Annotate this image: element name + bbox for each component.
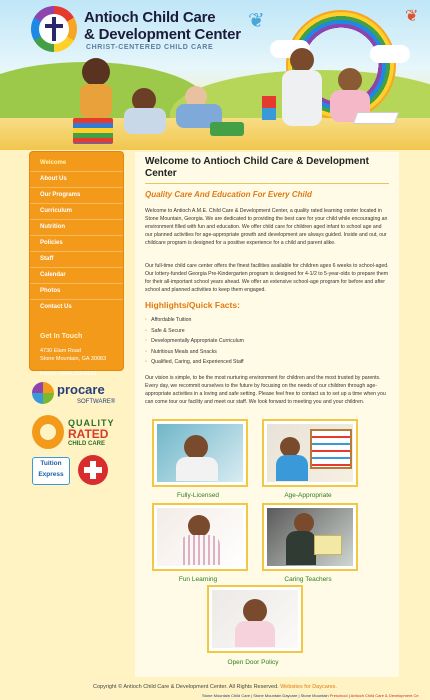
nav-item-calendar[interactable]: Calendar <box>30 268 123 284</box>
footer-link-stone-mountain[interactable]: Stone Mountain <box>300 693 329 698</box>
nav-item-contact-us[interactable]: Contact Us <box>40 304 72 310</box>
nav-item-nutrition[interactable]: Nutrition <box>30 220 123 236</box>
child-figure <box>80 84 112 118</box>
photo-caption: Fully-Licensed <box>177 492 219 499</box>
vision-paragraph: Our vision is simple, to be the most nurturing environment for children and the most trusted by parents. Every day, we recommit ourselves to the future by focusing on the needs of our children through age-appropriate activities in a loving and safe setting. Please feel free to contact us to set up a time when you can come tour our facility and meet our staff. We look forward to meeting you and your children. <box>145 375 386 405</box>
procare-badge[interactable] <box>32 380 127 410</box>
quality-rated-q-inner <box>40 424 56 440</box>
list-item: ◦ Qualified, Caring, and Experienced Staff <box>145 357 385 368</box>
child-figure <box>124 108 166 134</box>
tuition-express-line1: Tuition <box>40 460 62 467</box>
page-title: Welcome to Antioch Child Care & Development Center <box>145 156 369 179</box>
highlights-list <box>145 315 385 368</box>
child-figure <box>290 48 314 72</box>
child-figure <box>338 68 362 92</box>
highlights-heading: Highlights/Quick Facts: <box>145 300 240 310</box>
header-banner <box>0 0 430 150</box>
nav-item-welcome[interactable]: Welcome <box>30 156 123 172</box>
quality-rated-line1: QUALITY <box>68 418 115 428</box>
nav-item-our-programs[interactable]: Our Programs <box>30 188 123 204</box>
programs-paragraph: Our full-time child care center offers the finest facilities available for children ages 6 weeks to school-aged. Our lottery-funded Georgia Pre-Kindergarten program is designed for 4-1/2 to 5-year-olds to prepare them for their all-important school years ahead. We offer an extensive school-age program for before and after school and planned activities to keep them engaged. <box>145 263 389 293</box>
address-line1: 4730 Elam Road <box>40 348 81 354</box>
toy-blocks <box>262 96 276 120</box>
child-figure <box>82 58 110 86</box>
procare-wordmark: procare <box>57 382 105 397</box>
nav-item-photos[interactable]: Photos <box>30 284 123 300</box>
butterfly-icon: ❦ <box>405 8 419 25</box>
sidebar-nav <box>30 152 123 377</box>
photo-caption: Fun Learning <box>178 576 218 583</box>
child-face <box>188 515 210 537</box>
photo-fun-learning[interactable] <box>152 503 248 571</box>
nav-item-policies[interactable]: Policies <box>30 236 123 252</box>
photo-age-appropriate[interactable] <box>262 419 358 487</box>
quality-rated-badge[interactable] <box>32 415 132 455</box>
procare-subtitle: SOFTWARE® <box>77 399 116 405</box>
photo-open-door-policy[interactable] <box>207 585 303 653</box>
open-book <box>353 112 399 124</box>
page-subtitle: Quality Care And Education For Every Child <box>145 190 312 199</box>
photo-caption: Caring Teachers <box>284 576 332 583</box>
quality-rated-line3: CHILD CARE <box>68 441 105 447</box>
phone-number[interactable]: Phone: (404) 299-5521 <box>40 371 97 377</box>
nav-item-about-us[interactable]: About Us <box>30 172 123 188</box>
child-body <box>235 621 275 647</box>
teacher-face <box>294 513 314 533</box>
butterfly-icon: ❦ <box>248 10 265 32</box>
red-cross-icon <box>84 467 102 473</box>
child-face <box>243 599 267 623</box>
cloud-right <box>370 45 410 63</box>
nav-item-curriculum[interactable]: Curriculum <box>30 204 123 220</box>
child-body <box>180 535 220 565</box>
photo-caption: Age-Appropriate <box>284 492 332 499</box>
tuition-express-line2: Express <box>38 471 64 478</box>
child-face <box>280 437 300 457</box>
footer-link-daycare[interactable]: Stone Mountain Daycare <box>253 693 298 698</box>
footer-link-antioch[interactable]: Antioch Child Care & Development Ce <box>350 693 419 698</box>
nav-item-staff[interactable]: Staff <box>30 252 123 268</box>
copyright-statement: Copyright © Antioch Child Care & Development Center. All Rights Reserved. <box>93 684 279 690</box>
quality-rated-line2: RATED <box>68 427 109 441</box>
websites-for-daycares-link[interactable]: Websites for Daycares. <box>280 684 337 690</box>
footer-links: Stone Mountain Child Care | Stone Mountain Daycare | Stone Mountain Preschool | Antioch Child Care & Development Ce <box>202 693 419 698</box>
child-body <box>176 457 218 481</box>
photo-caring-teachers[interactable] <box>262 503 358 571</box>
cpr-first-aid-badge[interactable] <box>78 455 108 485</box>
open-book <box>314 535 342 555</box>
child-body <box>276 455 308 481</box>
copyright-text <box>0 684 430 690</box>
brand-title-line2[interactable]: & Development Center <box>84 26 241 43</box>
contact-heading: Get In Touch <box>40 333 83 340</box>
toy-truck <box>210 122 244 136</box>
child-face <box>184 435 208 459</box>
list-item: ◦ Developmentally Appropriate Curriculum <box>145 336 385 347</box>
tuition-express-badge[interactable] <box>32 457 70 485</box>
child-figure <box>282 70 322 126</box>
teacher-body <box>286 531 316 565</box>
brand-tagline: CHRIST-CENTERED CHILD CARE <box>86 44 214 51</box>
title-divider <box>145 183 389 184</box>
procare-logo-icon <box>32 382 54 404</box>
abacus-toy <box>310 429 352 469</box>
intro-paragraph: Welcome to Antioch A.M.E. Child Care & Development Center, a quality rated learning center located in Stone Mountain, Georgia. We are dedicated to providing the best care for your child while encouraging an environment filled with fun and education. We offer child care for children aged infant to school age and our planned activities for age-appropriate growth and development are always guided. Inside and out, our childcare program is designed for a positive experience for a child and parent alike. <box>145 208 388 246</box>
footer-link-preschool[interactable]: Preschool <box>329 693 348 698</box>
books-stack <box>73 118 113 144</box>
main-content <box>135 152 399 677</box>
cross-icon <box>52 17 56 41</box>
footer-link-child-care[interactable]: Stone Mountain Child Care <box>202 693 251 698</box>
photo-fully-licensed[interactable] <box>152 419 248 487</box>
list-item: ◦ Affordable Tuition <box>145 315 385 326</box>
address-line2: Stone Mountain, GA 30083 <box>40 356 107 362</box>
photo-caption: Open Door Policy <box>227 659 279 666</box>
brand-title-line1[interactable]: Antioch Child Care <box>84 9 216 26</box>
cross-icon <box>45 24 63 28</box>
list-item: ◦ Nutritious Meals and Snacks <box>145 347 385 358</box>
list-item: ◦ Safe & Secure <box>145 326 385 337</box>
